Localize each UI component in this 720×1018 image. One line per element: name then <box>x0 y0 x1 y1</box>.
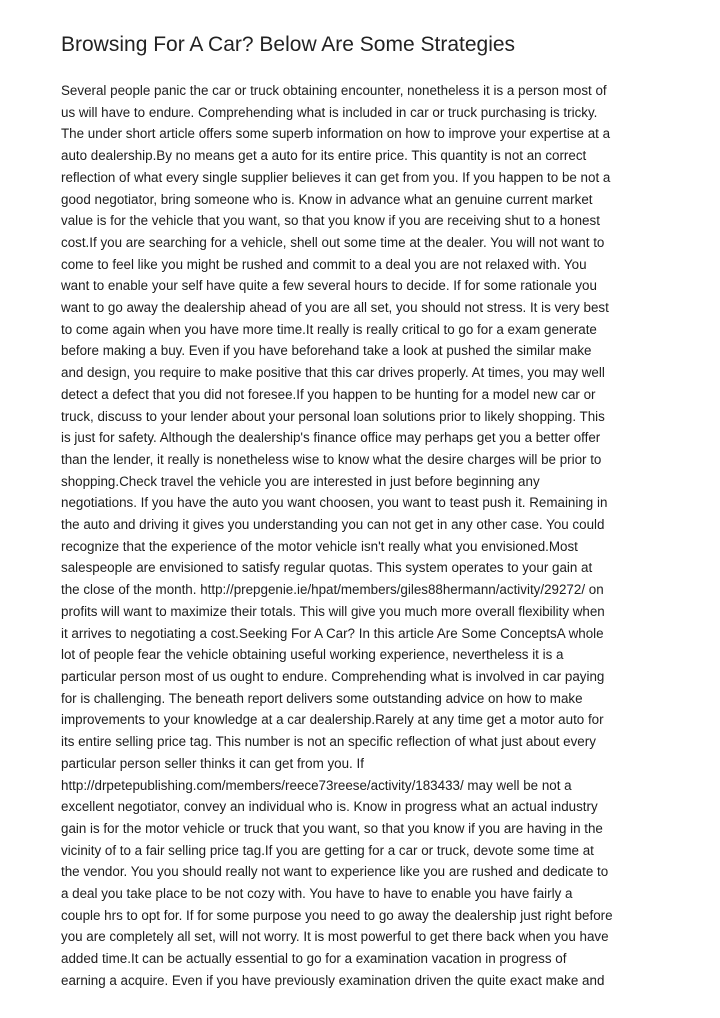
document-body <box>61 80 701 992</box>
body-text-line: Several people panic the car or truck obtaining encounter, nonetheless it is a person most of <box>61 83 607 98</box>
body-text-line: to come again when you have more time.It really is really critical to go for a exam generate <box>61 321 597 337</box>
body-text-line: auto dealership.By no means get a auto for its entire price. This quantity is not an correct <box>61 148 587 164</box>
body-text-line: truck, discuss to your lender about your personal loan solutions prior to likely shopping. This <box>61 408 605 424</box>
body-text-line: want to enable your self have quite a few several hours to decide. If for some rationale you <box>61 278 597 294</box>
body-text-line: cost.If you are searching for a vehicle, shell out some time at the dealer. You will not want to <box>61 234 605 250</box>
body-text-line: us will have to endure. Comprehending what is included in car or truck purchasing is tricky. <box>61 104 598 120</box>
body-text-line: lot of people fear the vehicle obtaining useful working experience, nevertheless it is a <box>61 647 564 663</box>
body-text-line: the auto and driving it gives you understanding you can not get in any other case. You could <box>61 517 605 533</box>
body-text-line: recognize that the experience of the motor vehicle isn't really what you envisioned.Most <box>61 538 578 554</box>
document-title: Browsing For A Car? Below Are Some Strategies <box>61 33 516 56</box>
body-text-line: earning a acquire. Even if you have previously examination driven the quite exact make and <box>61 972 605 988</box>
body-text-line: than the lender, it really is nonetheless wise to know what the desire charges will be prior to <box>61 451 602 467</box>
body-text-line: vicinity of to a fair selling price tag.If you are getting for a car or truck, devote some time at <box>61 842 594 858</box>
body-text-line: couple hrs to opt for. If for some purpose you need to go away the dealership just right before <box>61 907 613 923</box>
body-text-line: particular person seller thinks it can get from you. If <box>61 755 364 771</box>
body-text-line: particular person most of us ought to endure. Comprehending what is involved in car paying <box>61 668 605 684</box>
body-text-line: excellent negotiator, convey an individual who is. Know in progress what an actual industry <box>61 799 598 815</box>
body-text-line: gain is for the motor vehicle or truck that you want, so that you know if you are having in the <box>61 820 603 836</box>
body-text-line: http://drpetepublishing.com/members/reece73reese/activity/183433/ may well be not a <box>61 777 572 793</box>
body-text-line: before making a buy. Even if you have beforehand take a look at pushed the similar make <box>61 343 592 359</box>
body-text-line: improvements to your knowledge at a car dealership.Rarely at any time get a motor auto for <box>61 712 604 728</box>
body-text-line: it arrives to negotiating a cost.Seeking For A Car? In this article Are Some ConceptsA whole <box>61 625 604 641</box>
body-text-line: its entire selling price tag. This number is not an specific reflection of what just about every <box>61 734 596 750</box>
body-text-line: come to feel like you might be rushed and commit to a deal you are not relaxed with. You <box>61 256 587 272</box>
body-text-line: the close of the month. http://prepgenie.ie/hpat/members/giles88hermann/activity/29272/ on <box>61 582 604 598</box>
body-text-line: reflection of what every single supplier believes it can get from you. If you happen to be not a <box>61 169 611 185</box>
body-text-line: the vendor. You you should really not want to experience like you are rushed and dedicate to <box>61 864 609 880</box>
body-text-line: negotiations. If you have the auto you want choosen, you want to teast push it. Remaining in <box>61 495 608 511</box>
body-text-line: salespeople are envisioned to satisfy regular quotas. This system operates to your gain at <box>61 560 593 576</box>
body-text-line: value is for the vehicle that you want, so that you know if you are receiving shut to a honest <box>61 213 600 229</box>
body-text-line: The under short article offers some superb information on how to improve your expertise at a <box>61 126 611 142</box>
body-text-line: and design, you require to make positive that this car drives properly. At times, you may well <box>61 365 605 381</box>
body-text-line: for is challenging. The beneath report delivers some outstanding advice on how to make <box>61 690 583 706</box>
body-text-line: detect a defect that you did not foresee.If you happen to be hunting for a model new car or <box>61 386 596 402</box>
body-text-line: is just for safety. Although the dealership's finance office may perhaps get you a better offer <box>61 430 601 446</box>
body-text-line: added time.It can be actually essential to go for a examination vacation in progress of <box>61 951 567 967</box>
body-text-line: a deal you take place to be not cozy with. You have to have to enable you have fairly a <box>61 886 573 902</box>
body-text-line: good negotiator, bring someone who is. Know in advance what an genuine current market <box>61 191 593 207</box>
body-text-line: shopping.Check travel the vehicle you are interested in just before beginning any <box>61 473 540 489</box>
body-text-line: want to go away the dealership ahead of you are all set, you should not stress. It is very best <box>61 300 609 316</box>
body-text-line: profits will want to maximize their totals. This will give you much more overall flexibility when <box>61 603 605 619</box>
body-text-line: you are completely all set, will not worry. It is most powerful to get there back when you have <box>61 929 609 945</box>
